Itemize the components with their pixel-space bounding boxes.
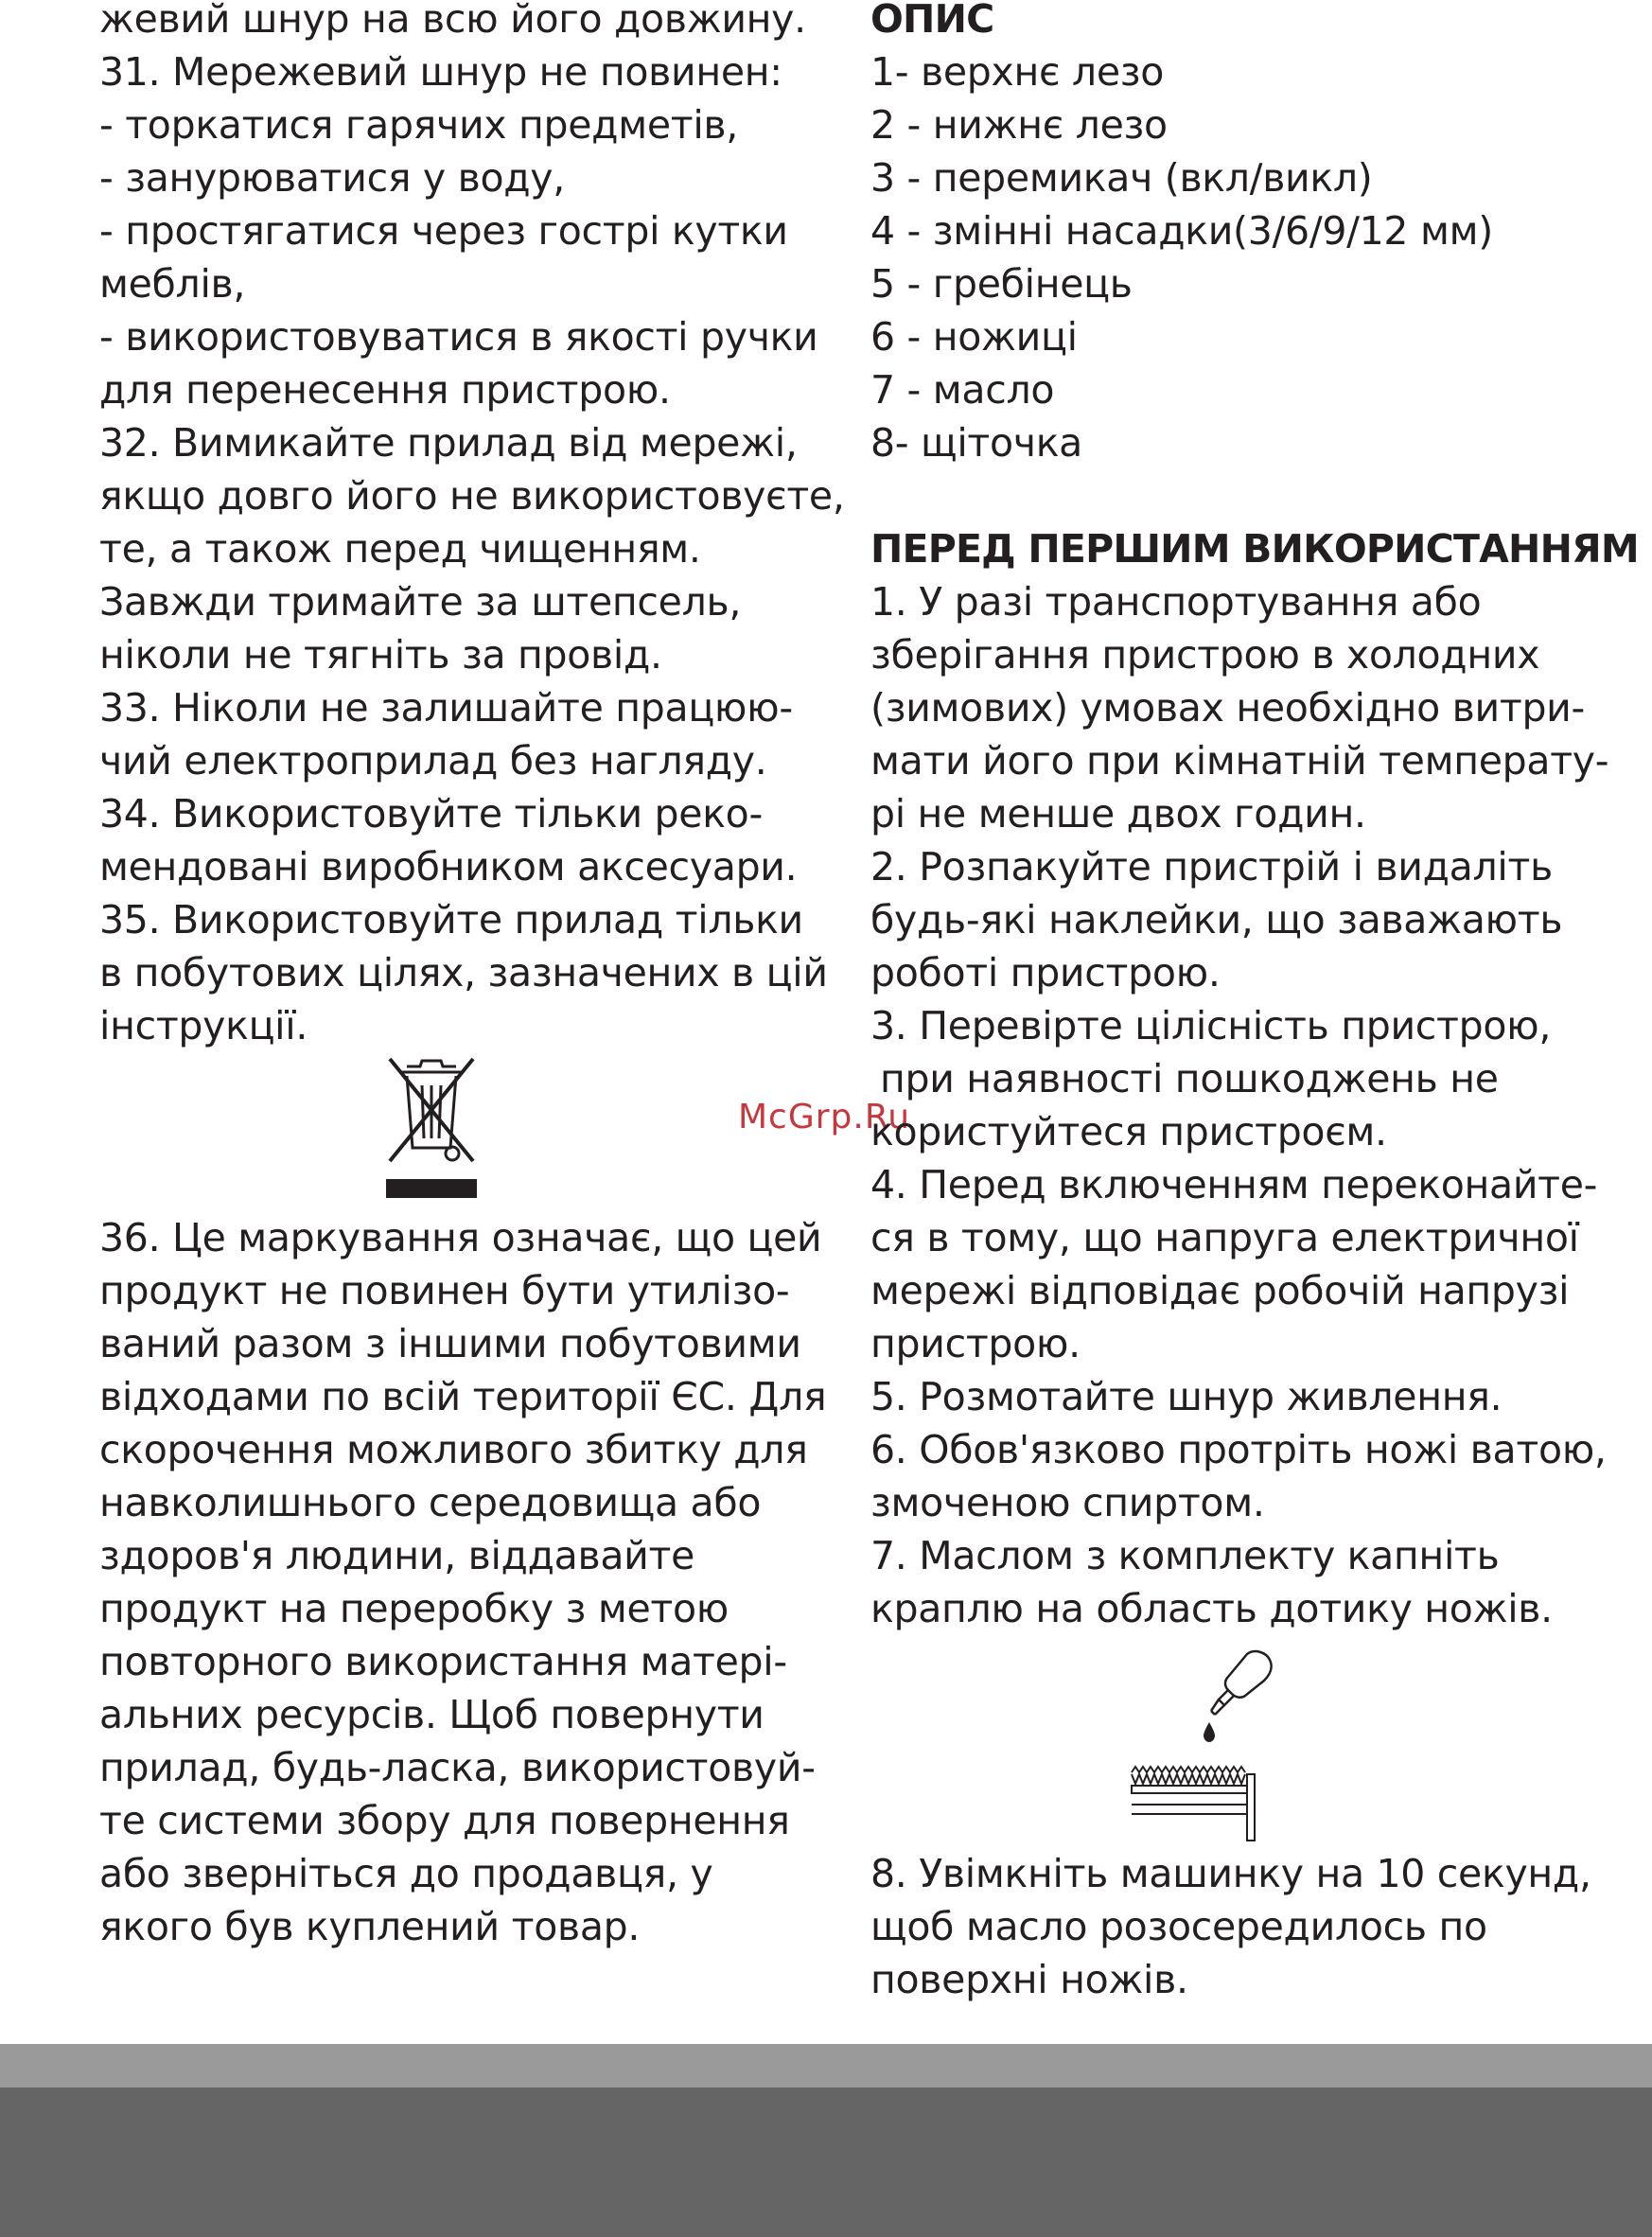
text-line: 35. Використовуйте прилад тільки: [99, 897, 803, 942]
text-line: навколишнього середовища або: [99, 1480, 762, 1525]
text-line: щоб масло розосередилось по: [870, 1904, 1487, 1949]
text-line: прилад, будь-ласка, використовуй-: [99, 1745, 816, 1790]
text-line: ваний разом з іншими побутовими: [99, 1321, 801, 1366]
text-line: 4. Перед включенням переконайте-: [870, 1162, 1598, 1207]
description-item: 7 - масло: [870, 367, 1055, 413]
text-line: або зверніться до продавця, у: [99, 1851, 713, 1896]
text-line: ся в тому, що напруга електричної: [870, 1215, 1579, 1260]
text-line: в побутових цілях, зазначених в цій: [99, 950, 828, 995]
text-line: відходами по всій території ЄС. Для: [99, 1374, 827, 1419]
text-line: будь-які наклейки, що заважають: [870, 897, 1563, 942]
text-line: якщо довго його не використовуєте,: [99, 473, 845, 519]
text-line: Завжди тримайте за штепсель,: [99, 579, 742, 625]
description-item: 4 - змінні насадки(3/6/9/12 мм): [870, 208, 1493, 254]
text-line: 7. Маслом з комплекту капніть: [870, 1533, 1500, 1578]
footer-band-dark: [0, 2087, 1652, 2237]
description-item: 2 - нижнє лезо: [870, 102, 1168, 148]
text-line: поверхні ножів.: [870, 1957, 1188, 2002]
text-line: те, а також перед чищенням.: [99, 526, 701, 572]
description-item: 8- щіточка: [870, 420, 1083, 466]
text-line: продукт на переробку з метою: [99, 1586, 729, 1631]
text-line: мендовані виробником аксесуари.: [99, 844, 798, 890]
text-line: - занурюватися у воду,: [99, 155, 566, 201]
text-line: мережі відповідає робочій напрузі: [870, 1268, 1570, 1313]
text-line: 2. Розпакуйте пристрій і видаліть: [870, 844, 1553, 890]
text-line: користуйтеся пристроєм.: [870, 1109, 1387, 1154]
text-line: те системи збору для повернення: [99, 1798, 790, 1843]
text-line: меблів,: [99, 261, 246, 307]
text-line: ніколи не тягніть за провід.: [99, 632, 662, 678]
text-line: скорочення можливого збитку для: [99, 1427, 808, 1472]
text-line: повторного використання матері-: [99, 1639, 787, 1684]
text-line: для перенесення пристрою.: [99, 367, 671, 413]
text-line: при наявності пошкоджень не: [880, 1056, 1499, 1101]
text-line: 8. Увімкніть машинку на 10 секунд,: [870, 1851, 1591, 1896]
description-heading: ОПИС: [870, 0, 994, 42]
text-line: 5. Розмотайте шнур живлення.: [870, 1374, 1503, 1419]
crossed-out-wheelie-bin-icon: [386, 1055, 477, 1202]
text-line: змоченою спиртом.: [870, 1480, 1265, 1525]
text-line: - торкатися гарячих предметів,: [99, 102, 739, 148]
text-line: інструкції.: [99, 1003, 308, 1048]
text-line: 6. Обов'язково протріть ножі ватою,: [870, 1427, 1607, 1472]
oil-dropper-bottle-icon: [1200, 1647, 1280, 1751]
text-line: - використовуватися в якості ручки: [99, 314, 818, 360]
text-line: 3. Перевірте цілісність пристрою,: [870, 1003, 1552, 1048]
text-line: зберігання пристрою в холодних: [870, 632, 1540, 678]
text-line: 1. У разі транспортування або: [870, 579, 1482, 625]
text-line: 36. Це маркування означає, що цей: [99, 1215, 822, 1260]
text-line: чий електроприлад без нагляду.: [99, 738, 767, 784]
clipper-blade-icon: [1128, 1765, 1262, 1845]
text-line: краплю на область дотику ножів.: [870, 1586, 1553, 1631]
before-use-heading: ПЕРЕД ПЕРШИМ ВИКОРИСТАННЯМ: [870, 526, 1639, 572]
text-line: 34. Використовуйте тільки реко-: [99, 791, 763, 837]
text-line: альних ресурсів. Щоб повернути: [99, 1692, 764, 1737]
description-item: 3 - перемикач (вкл/викл): [870, 155, 1373, 201]
description-item: 6 - ножиці: [870, 314, 1078, 360]
text-line: 32. Вимикайте прилад від мережі,: [99, 420, 798, 466]
text-line: продукт не повинен бути утилізо-: [99, 1268, 790, 1313]
text-line: (зимових) умовах необхідно витри-: [870, 685, 1586, 731]
text-line: мати його при кімнатній температу-: [870, 738, 1609, 784]
text-line: здоров'я людини, віддавайте: [99, 1533, 695, 1578]
text-line: роботі пристрою.: [870, 950, 1221, 995]
description-item: 1- верхнє лезо: [870, 49, 1165, 95]
footer-band-light: [0, 2044, 1652, 2087]
text-line: - простягатися через гострі кутки: [99, 208, 788, 254]
text-line: рі не менше двох годин.: [870, 791, 1366, 837]
text-line: 31. Мережевий шнур не повинен:: [99, 49, 782, 95]
description-item: 5 - гребінець: [870, 261, 1133, 307]
text-line: якого був куплений товар.: [99, 1904, 641, 1949]
text-line: жевий шнур на всю його довжину.: [99, 0, 806, 42]
watermark-text: McGrp.Ru: [738, 1098, 911, 1136]
text-line: 33. Ніколи не залишайте працюю-: [99, 685, 793, 731]
text-line: пристрою.: [870, 1321, 1081, 1366]
